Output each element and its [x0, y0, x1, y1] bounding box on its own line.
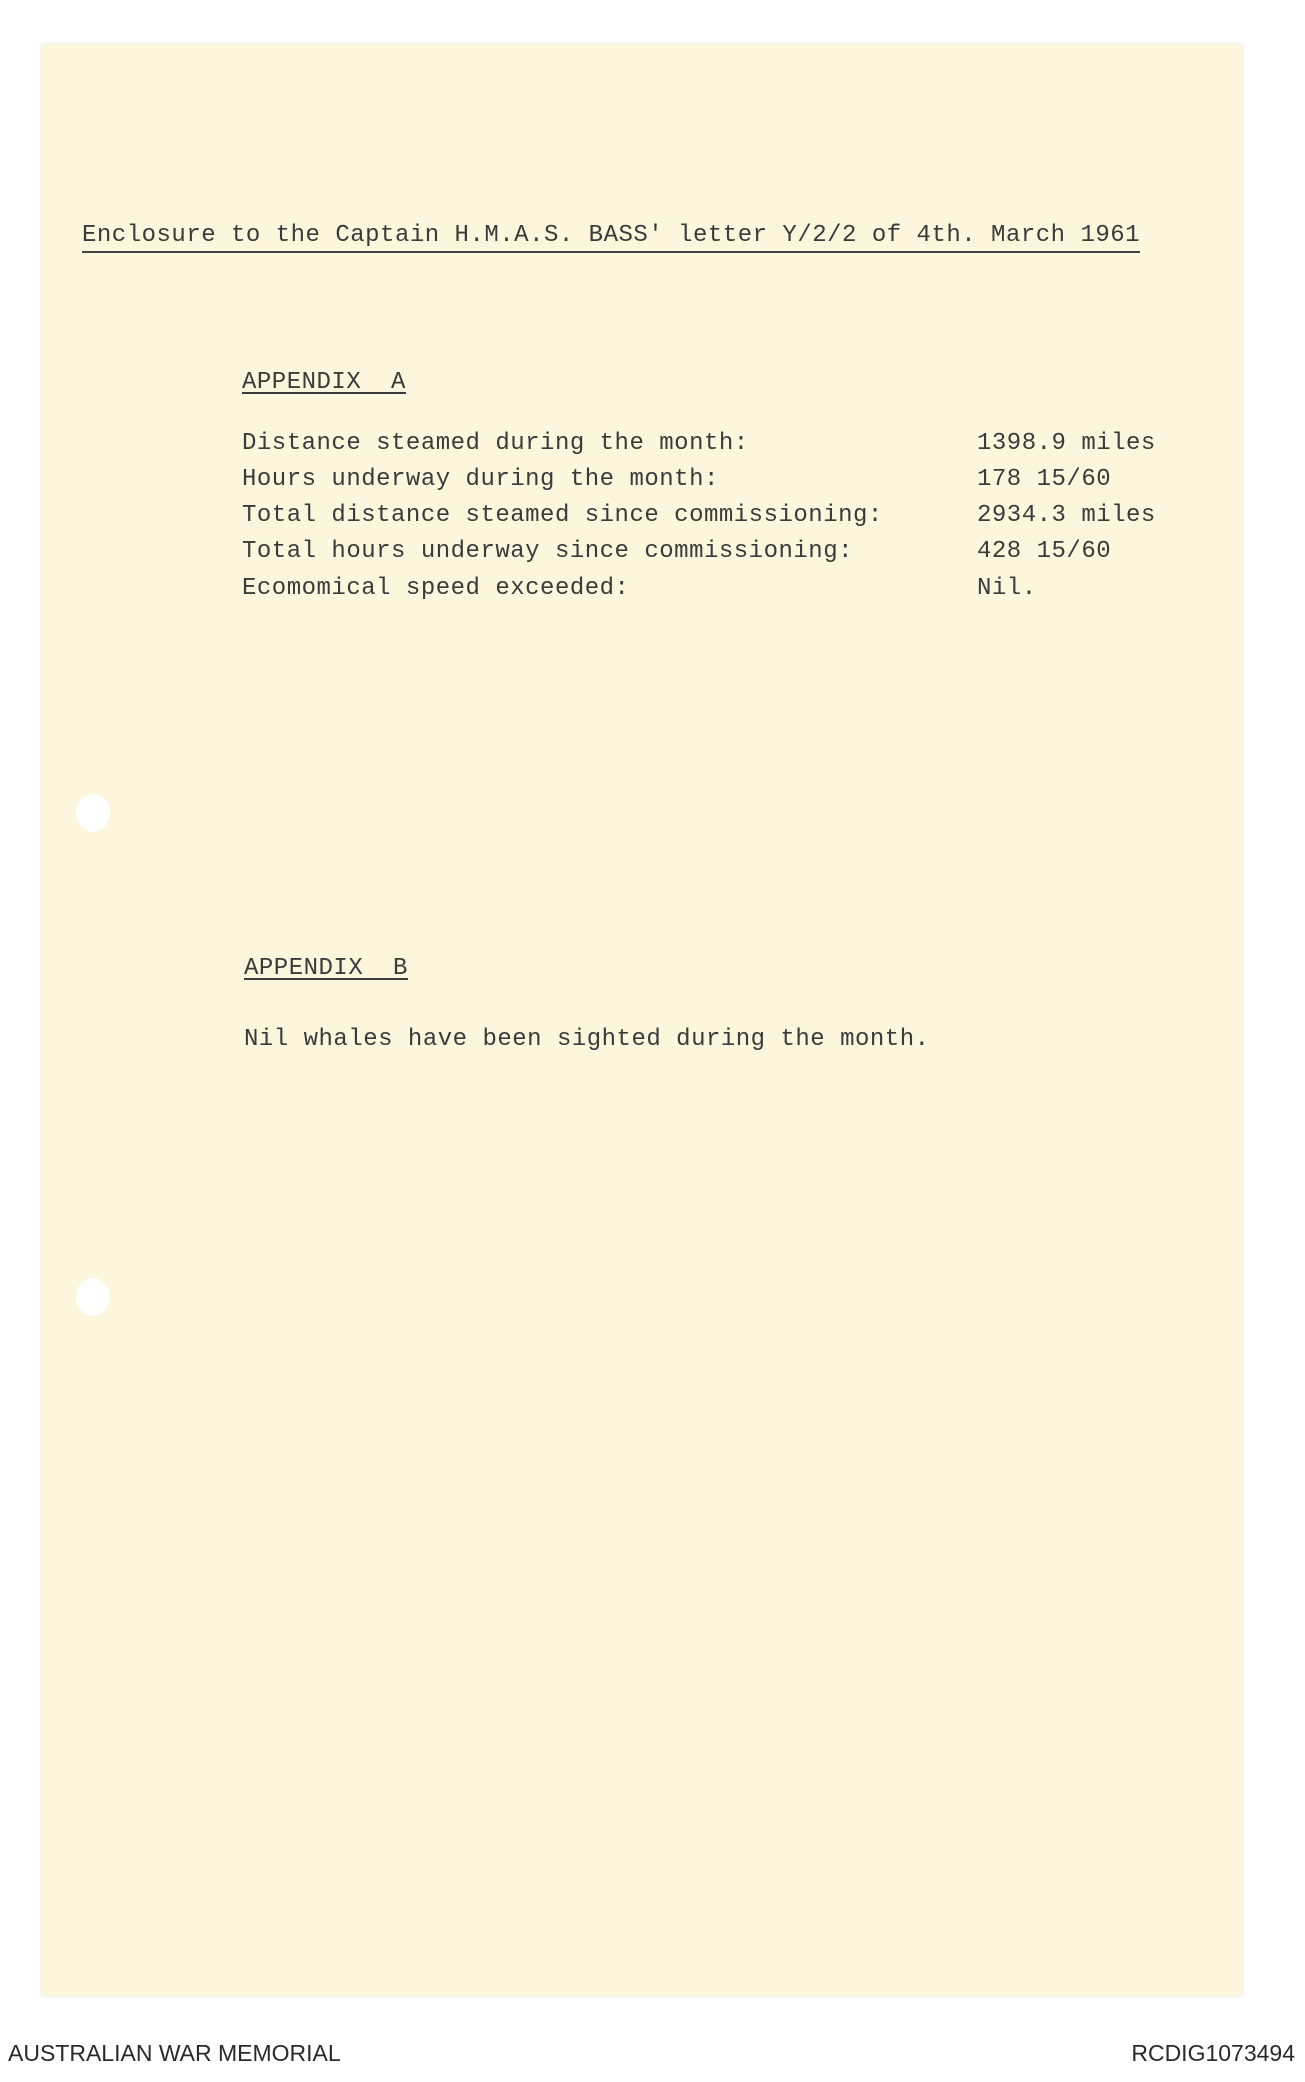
punch-hole: [76, 1278, 110, 1316]
appendix-b-heading: APPENDIX B: [244, 955, 408, 982]
record-id: RCDIG1073494: [1131, 2040, 1295, 2066]
stat-label: Distance steamed during the month:: [242, 430, 749, 457]
stat-label: Hours underway during the month:: [242, 466, 719, 493]
archive-credit: AUSTRALIAN WAR MEMORIAL: [8, 2040, 341, 2066]
stat-value: 178 15/60: [977, 466, 1112, 493]
enclosure-header: Enclosure to the Captain H.M.A.S. BASS' letter Y/2/2 of 4th. March 1961: [82, 222, 1140, 253]
document-page: [42, 44, 1242, 1996]
stat-value: 1398.9 miles: [977, 430, 1156, 457]
stat-value: 2934.3 miles: [977, 502, 1156, 529]
stat-value: Nil.: [977, 575, 1037, 602]
stat-value: 428 15/60: [977, 538, 1112, 565]
punch-hole: [76, 794, 110, 832]
appendix-a-heading: APPENDIX A: [242, 369, 406, 396]
stat-label: Total distance steamed since commissioning:: [242, 502, 883, 529]
appendix-b-text: Nil whales have been sighted during the month.: [244, 1026, 930, 1053]
stat-label: Total hours underway since commissioning:: [242, 538, 853, 565]
stat-label: Ecomomical speed exceeded:: [242, 575, 630, 602]
